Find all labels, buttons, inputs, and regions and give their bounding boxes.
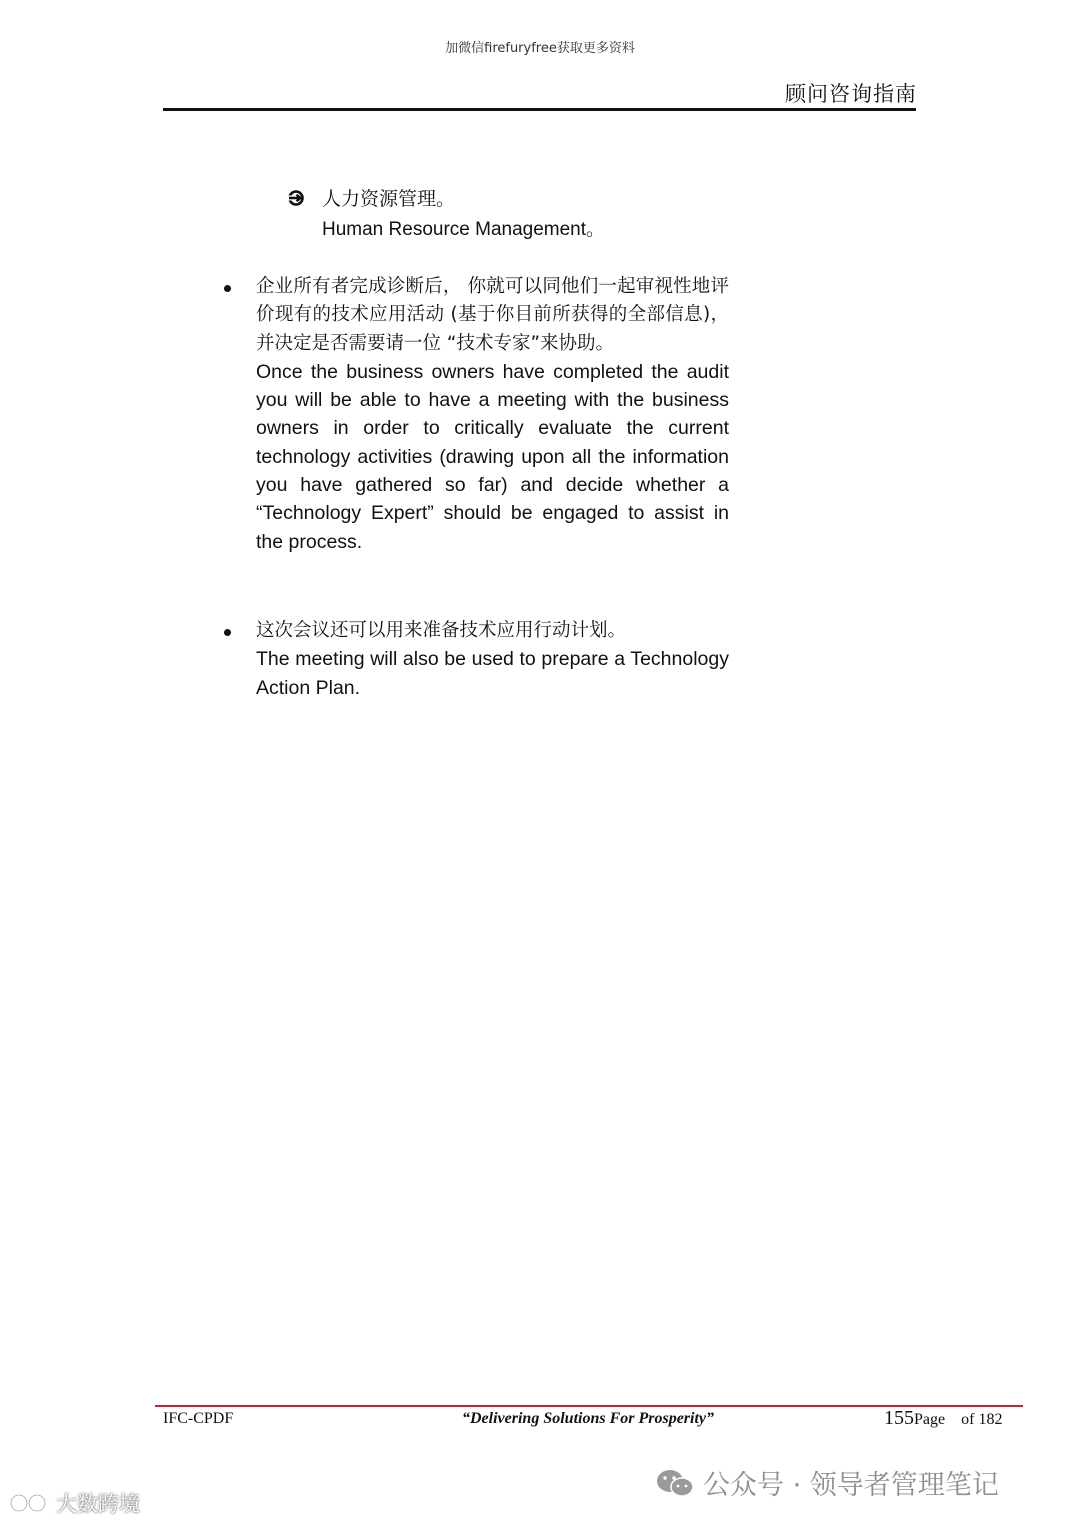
arrow-bullet-icon <box>288 189 306 207</box>
bullet-dot <box>224 285 231 292</box>
corner-watermark <box>8 1488 140 1518</box>
footer-org: IFC-CPDF <box>163 1410 234 1427</box>
bullet-1-english: Once the business owners have completed the audit you will be able to have a meeting with the business owners in order to critically evaluate the current technology activities (drawing upon all the information you have gathered so far) and decide whether a “Technology Expert” should be engaged to assist in the process. <box>256 360 729 553</box>
page-label: Page <box>914 1411 946 1428</box>
sub-item-chinese: 人力资源管理。 <box>322 188 456 210</box>
header-title: 顾问咨询指南 <box>785 82 917 106</box>
wechat-icon <box>655 1468 695 1498</box>
page-number: 155 <box>884 1407 914 1429</box>
wechat-watermark-text: 公众号 · 领导者管理笔记 <box>703 1470 999 1501</box>
wechat-watermark <box>655 1463 999 1502</box>
page-total: of 182 <box>961 1411 1003 1428</box>
footer-page-info <box>884 1407 1002 1430</box>
bullet-paragraph-1 <box>256 273 729 556</box>
corner-watermark-text: 大数跨境 <box>56 1492 140 1516</box>
header-rule <box>163 108 916 111</box>
logo-icon <box>8 1491 50 1515</box>
top-watermark: 加微信firefuryfree获取更多资料 <box>445 41 635 56</box>
sub-item-english: Human Resource Management。 <box>322 219 606 240</box>
bullet-2-chinese: 这次会议还可以用来准备技术应用行动计划。 <box>256 620 627 641</box>
bullet-paragraph-2 <box>256 617 729 702</box>
footer-slogan: “Delivering Solutions For Prosperity” <box>462 1410 715 1427</box>
bullet-2-english: The meeting will also be used to prepare a Technology Action Plan. <box>256 648 729 699</box>
bullet-1-chinese: 企业所有者完成诊断后， 你就可以同他们一起审视性地评价现有的技术应用活动 (基于你目前所获得的全部信息)， 并决定是否需要请一位 “技术专家”来协助。 <box>256 276 729 354</box>
bullet-dot <box>224 629 231 636</box>
